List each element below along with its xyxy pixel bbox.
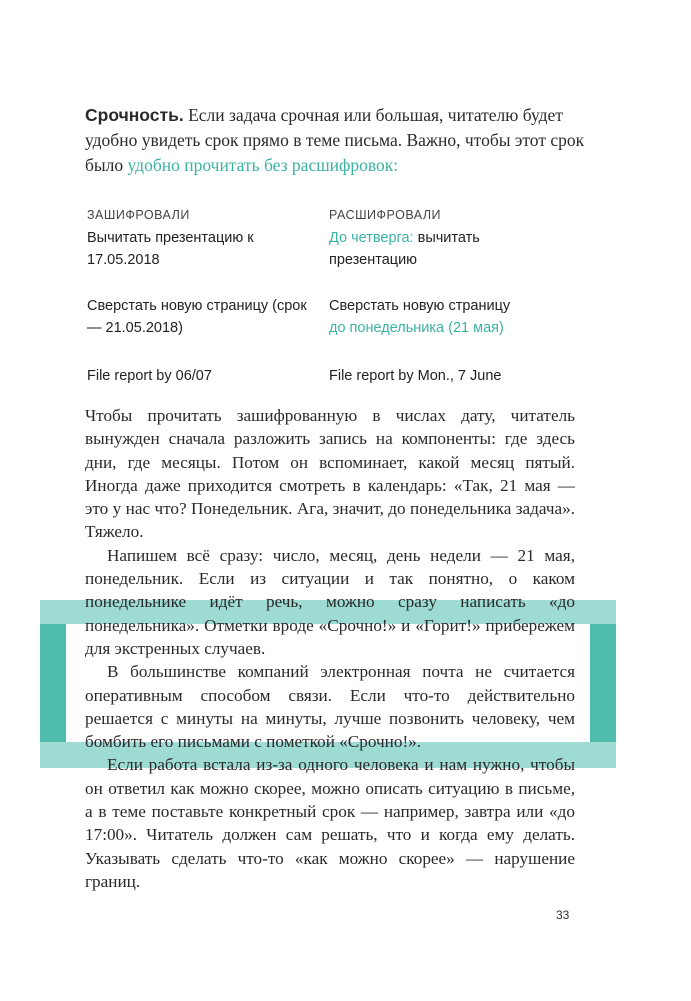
encoded-example-2: Сверстать новую страницу (срок — 21.05.2018) xyxy=(87,298,307,336)
decoded-example-3: File report by Mon., 7 June xyxy=(329,368,502,384)
body-paragraph-4: Если работа встала из-за одного человека и нам нужно, чтобы он ответил как можно скорее, можно описать ситуацию в письме, а в теме поставьте конкретный срок — например, завтра или «до 17:00». Читатель должен сам решать, что и когда ему делать. Указывать сделать что-то «как можно скорее» — нарушение границ. xyxy=(85,755,575,891)
encoded-example-3: File report by 06/07 xyxy=(87,368,212,384)
body-paragraph-3: В большинстве компаний электронная почта не считается оперативным способом связи. Если что-то действительно решается с минуты на минуты, лучше позвонить человеку, чем бомбить его письмами с пометкой «Срочно!». xyxy=(85,662,575,752)
decoded-example-2-accent: до понедельника (21 мая) xyxy=(329,320,504,336)
decoded-example-1-text: вычитать презентацию xyxy=(329,230,480,268)
intro-lead: Срочность. xyxy=(85,105,184,125)
decoded-example-2 xyxy=(329,295,559,339)
decoded-example-2-text: Сверстать новую страницу xyxy=(329,298,511,314)
body-text xyxy=(85,404,575,893)
encoded-header: ЗАШИФРОВАЛИ xyxy=(87,208,190,222)
decoded-example-1 xyxy=(329,227,559,271)
intro-link: удобно прочитать без расшифровок: xyxy=(127,155,399,175)
encoded-example-1: Вычитать презентацию к 17.05.2018 xyxy=(87,230,254,268)
decoded-example-1-accent: До четверга: xyxy=(329,230,414,246)
page-number: 33 xyxy=(556,908,570,922)
decoded-column xyxy=(329,205,559,384)
encoded-column xyxy=(87,205,317,384)
highlight-band-right xyxy=(590,624,616,742)
highlight-band-left xyxy=(40,624,66,742)
body-paragraph-1: Чтобы прочитать зашифрованную в числах дату, читатель вынужден сначала разложить запись на компоненты: где здесь дни, где месяцы. Потом он вспоминает, какой месяц пятый. Иногда даже приходится смотреть в календарь: «Так, 21 мая — это у нас что? Понедельник. Ага, значит, до понедельника задача». Тяжело. xyxy=(85,406,575,542)
intro-text: Если задача срочная или большая, читателю будет удобно увидеть срок прямо в теме письма. Важно, чтобы этот срок было xyxy=(85,105,585,175)
decoded-header: РАСШИФРОВАЛИ xyxy=(329,208,442,222)
body-paragraph-2: Напишем всё сразу: число, месяц, день недели — 21 мая, понедельник. Если из ситуации и так понятно, о каком понедельнике идёт речь, можно сразу написать «до понедельника». Отметки вроде «Срочно!» и «Горит!» прибережем для экстренных случаев. xyxy=(85,545,575,658)
intro-paragraph xyxy=(85,103,605,178)
